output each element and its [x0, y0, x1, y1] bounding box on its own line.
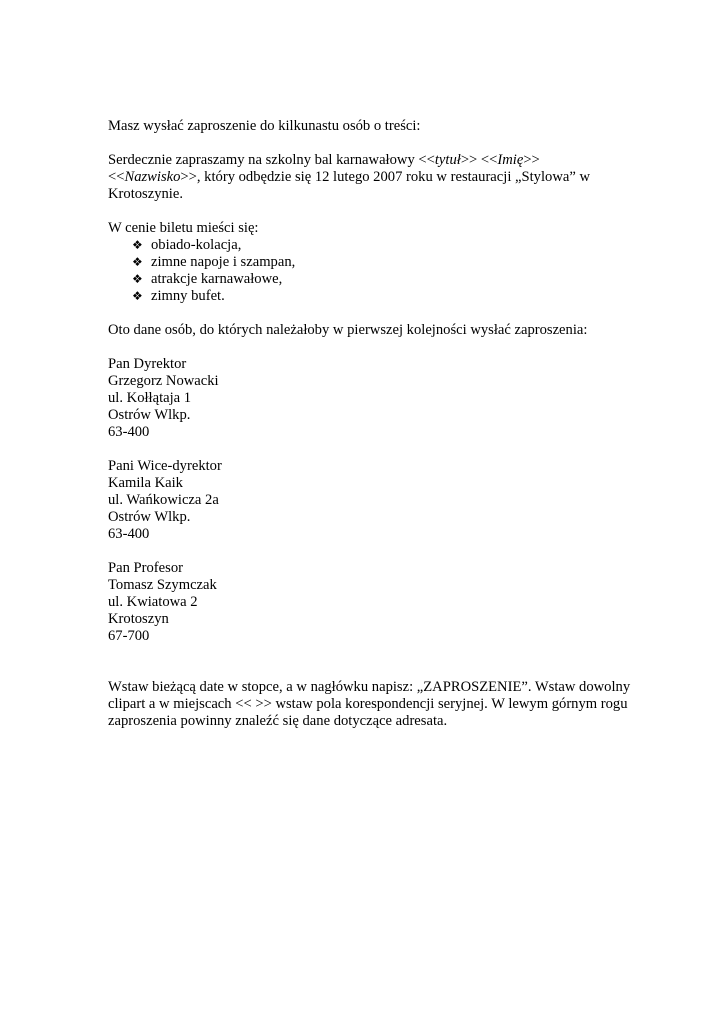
recipient-title: Pan Profesor — [108, 560, 183, 576]
invitation-paragraph — [108, 152, 648, 203]
field-last-name: Nazwisko — [124, 169, 181, 185]
list-item: ❖ obiado-kolacja, — [132, 237, 242, 253]
list-item: ❖ atrakcje karnawałowe, — [132, 271, 283, 287]
invitation-text-3: >> — [523, 152, 540, 168]
list-item: ❖ zimny bufet. — [132, 288, 225, 304]
intro-paragraph: Masz wysłać zaproszenie do kilkunastu osób o treści: — [108, 118, 421, 134]
instructions-paragraph: Wstaw bieżącą date w stopce, a w nagłówku napisz: „ZAPROSZENIE”. Wstaw dowolny clipart a w miejscach << >> wstaw pola korespondencji seryjnej. W lewym górnym rogu zaproszenia powinny znaleźć się dane dotyczące adresata. — [108, 679, 631, 729]
recipient-zip: 63-400 — [108, 424, 150, 440]
document-page — [108, 118, 648, 730]
ticket-list — [108, 237, 648, 305]
ticket-heading: W cenie biletu mieści się: — [108, 220, 259, 236]
recipient-street: ul. Wańkowicza 2a — [108, 492, 219, 508]
recipient-name: Grzegorz Nowacki — [108, 373, 219, 389]
recipient-street: ul. Kwiatowa 2 — [108, 594, 198, 610]
invitation-text-5: >>, który odbędzie się 12 lutego 2007 roku w restauracji „Stylowa” w Krotoszynie. — [108, 169, 591, 202]
recipient-name: Kamila Kaik — [108, 475, 183, 491]
invitation-text-2: >> << — [460, 152, 498, 168]
recipient-title: Pani Wice-dyrektor — [108, 458, 222, 474]
bullet-icon: ❖ — [132, 272, 143, 286]
recipient-city: Ostrów Wlkp. — [108, 407, 191, 423]
recipient-address-1 — [108, 356, 648, 441]
invitation-text-1: Serdecznie zapraszamy na szkolny bal karnawałowy << — [108, 152, 435, 168]
invitation-text-4: << — [108, 169, 125, 185]
field-title: tytuł — [434, 152, 461, 168]
recipient-address-2 — [108, 458, 648, 543]
bullet-icon: ❖ — [132, 238, 143, 252]
bullet-icon: ❖ — [132, 289, 143, 303]
recipient-city: Ostrów Wlkp. — [108, 509, 191, 525]
bullet-icon: ❖ — [132, 255, 143, 269]
recipient-zip: 63-400 — [108, 526, 150, 542]
recipient-zip: 67-700 — [108, 628, 150, 644]
recipient-title: Pan Dyrektor — [108, 356, 187, 372]
recipients-intro: Oto dane osób, do których należałoby w pierwszej kolejności wysłać zaproszenia: — [108, 322, 588, 338]
recipient-city: Krotoszyn — [108, 611, 169, 627]
recipient-name: Tomasz Szymczak — [108, 577, 217, 593]
field-first-name: Imię — [497, 152, 524, 168]
list-item: ❖ zimne napoje i szampan, — [132, 254, 296, 270]
recipient-street: ul. Kołłątaja 1 — [108, 390, 192, 406]
recipient-address-3 — [108, 560, 648, 645]
